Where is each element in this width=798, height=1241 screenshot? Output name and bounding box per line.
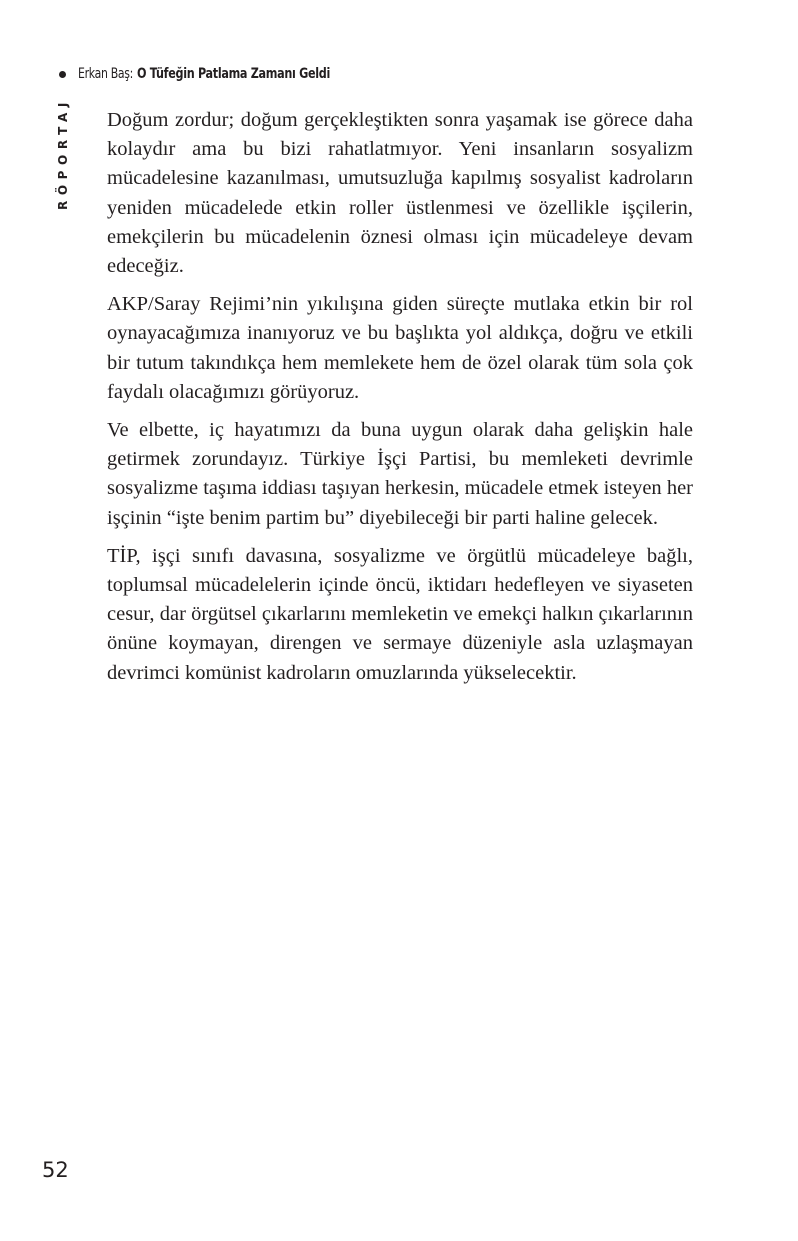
article-body [107, 106, 693, 697]
page-number: 52 [42, 1158, 69, 1182]
paragraph: Ve elbette, iç hayatımızı da buna uygun olarak daha gelişkin hale getirmek zorundayız. Türkiye İşçi Partisi, bu memleketi devrimle sosyalizme taşıma iddiası taşıyan herkesin, mücadele etmek isteyen her işçinin “işte benim partim bu” diyebileceği bir parti haline gelecek. [107, 419, 693, 529]
section-label: RÖPORTAJ [56, 97, 70, 210]
paragraph: TİP, işçi sınıfı davasına, sosyalizme ve örgütlü mücadeleye bağlı, toplumsal mücadelelerin içinde öncü, iktidarı hedefleyen ve siyaseten cesur, dar örgütsel çıkarlarını memleketin ve emekçi halkın çıkarlarının önüne koymayan, direngen ve sermaye düzeniyle asla uzlaşmayan devrimci komünist kadroların omuzlarında yükselecektir. [107, 544, 693, 684]
header-title: O Tüfeğin Patlama Zamanı Geldi [136, 66, 330, 82]
bullet-icon [59, 71, 66, 78]
paragraph: AKP/Saray Rejimi’nin yıkılışına giden süreçte mutlaka etkin bir rol oynayacağımıza inanıyoruz ve bu başlıkta yol aldıkça, doğru ve etkili bir tutum takındıkça hem memlekete hem de özel olarak tüm sola çok faydalı olacağımızı görüyoruz. [107, 293, 693, 403]
paragraph: Doğum zordur; doğum gerçekleştikten sonra yaşamak ise görece daha kolaydır ama bu bizi rahatlatmıyor. Yeni insanların sosyalizm mücadelesine kazanılması, umutsuzluğa kapılmış sosyalist kadroların yeniden mücadelede etkin roller üstlenmesi ve özellikle işçilerin, emekçilerin bu mücadelenin öznesi olması için mücadeleye devam edeceğiz. [107, 109, 693, 278]
header-author: Erkan Baş: [78, 66, 134, 82]
running-header [58, 64, 378, 84]
